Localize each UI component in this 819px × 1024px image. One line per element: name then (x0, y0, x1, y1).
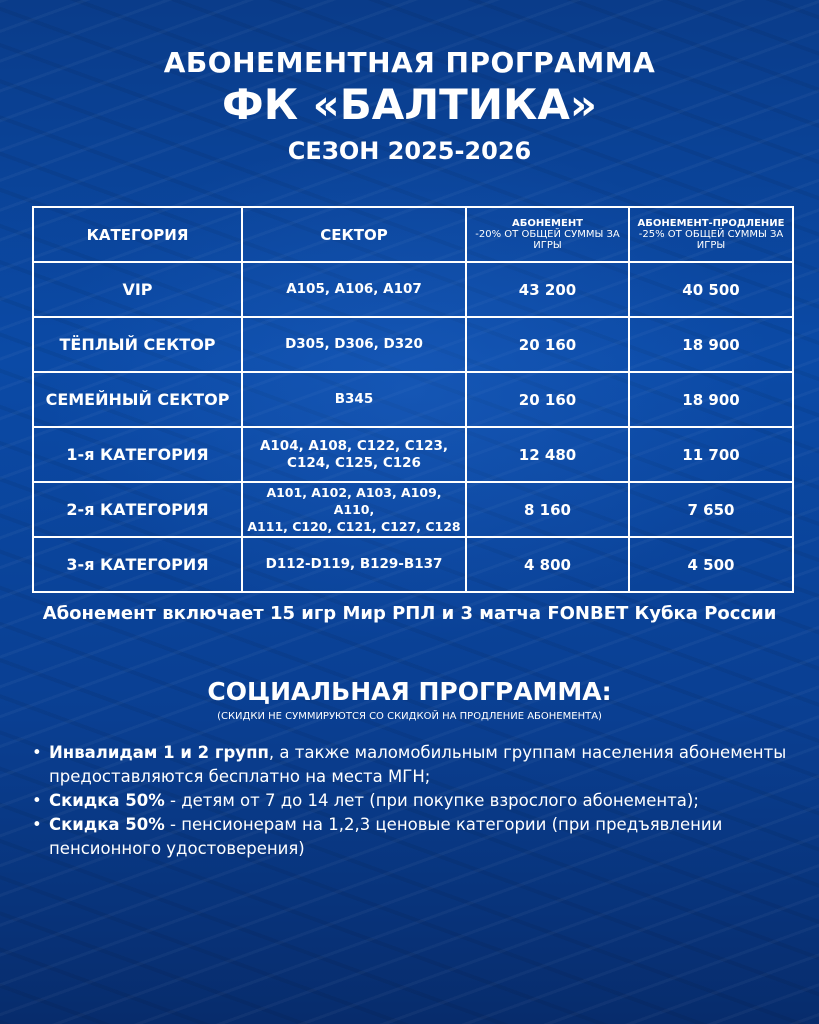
row-renewal-price: 18 900 (629, 372, 793, 427)
row-category: VIP (33, 262, 242, 317)
table-header-row (33, 207, 793, 262)
row-sector-line: D112-D119, B129-B137 (265, 556, 443, 572)
row-price: 43 200 (466, 262, 629, 317)
list-item-text: - детям от 7 до 14 лет (при покупке взрослого абонемента); (164, 791, 699, 810)
price-table (32, 206, 794, 593)
list-item-text: - пенсионерам на 1,2,3 ценовые категории (при предъявлении пенсионного удостоверения) (49, 815, 723, 858)
row-price: 12 480 (466, 427, 629, 482)
row-sector (242, 427, 466, 482)
table-row (33, 372, 793, 427)
table-row (33, 537, 793, 592)
row-renewal-price: 7 650 (629, 482, 793, 537)
program-title: АБОНЕМЕНТНАЯ ПРОГРАММА (163, 46, 656, 79)
row-renewal-price: 40 500 (629, 262, 793, 317)
table-row (33, 482, 793, 537)
bullet-icon: • (32, 815, 42, 834)
header-renewal (629, 207, 793, 262)
row-category: 1-я КАТЕГОРИЯ (33, 427, 242, 482)
row-sector (242, 537, 466, 592)
row-price: 8 160 (466, 482, 629, 537)
social-program-subtitle: (СКИДКИ НЕ СУММИРУЮТСЯ СО СКИДКОЙ НА ПРОДЛЕНИЕ АБОНЕМЕНТА) (217, 711, 602, 722)
header-renewal-note: -25% ОТ ОБЩЕЙ СУММЫ ЗА ИГРЫ (638, 229, 784, 251)
row-sector (242, 372, 466, 427)
list-item-text: , а также маломобильным группам населения абонементы предоставляются бесплатно на места МГН; (49, 743, 787, 786)
social-program-list (32, 741, 792, 861)
list-item-bold: Скидка 50% (49, 815, 165, 834)
row-sector-line: А101, А102, А103, А109, А110, (266, 485, 442, 517)
row-category: 3-я КАТЕГОРИЯ (33, 537, 242, 592)
club-name: ФК «БАЛТИКА» (222, 80, 597, 129)
header-renewal-title: АБОНЕМЕНТ-ПРОДЛЕНИЕ (637, 218, 785, 229)
season-label: СЕЗОН 2025-2026 (287, 137, 532, 165)
row-category: ТЁПЛЫЙ СЕКТОР (33, 317, 242, 372)
table-row (33, 427, 793, 482)
social-program-title: СОЦИАЛЬНАЯ ПРОГРАММА: (207, 677, 612, 706)
row-category: СЕМЕЙНЫЙ СЕКТОР (33, 372, 242, 427)
header-sector: СЕКТОР (242, 207, 466, 262)
bullet-icon: • (32, 791, 42, 810)
row-price: 20 160 (466, 317, 629, 372)
header (0, 46, 819, 168)
row-sector-line: А105, А106, А107 (286, 281, 422, 297)
row-price: 4 800 (466, 537, 629, 592)
row-sector-line: С124, С125, С126 (287, 454, 421, 471)
row-sector (242, 262, 466, 317)
row-renewal-price: 11 700 (629, 427, 793, 482)
list-item (32, 789, 792, 813)
row-renewal-price: 4 500 (629, 537, 793, 592)
row-sector (242, 317, 466, 372)
subscription-note: Абонемент включает 15 игр Мир РПЛ и 3 матча FONBET Кубка России (42, 603, 777, 624)
row-price: 20 160 (466, 372, 629, 427)
row-sector (242, 482, 466, 537)
table-row (33, 317, 793, 372)
row-sector-line: B345 (334, 391, 374, 407)
list-item-bold: Скидка 50% (49, 791, 165, 810)
header-category: КАТЕГОРИЯ (33, 207, 242, 262)
row-sector-line: А111, С120, С121, С127, С128 (247, 519, 461, 534)
table-row (33, 262, 793, 317)
list-item (32, 741, 792, 789)
list-item-bold: Инвалидам 1 и 2 групп (49, 743, 269, 762)
row-sector-line: D305, D306, D320 (285, 336, 423, 352)
header-subscription-note: -20% ОТ ОБЩЕЙ СУММЫ ЗА ИГРЫ (475, 229, 620, 251)
list-item (32, 813, 792, 861)
header-subscription (466, 207, 629, 262)
header-subscription-title: АБОНЕМЕНТ (511, 218, 584, 229)
row-category: 2-я КАТЕГОРИЯ (33, 482, 242, 537)
row-renewal-price: 18 900 (629, 317, 793, 372)
bullet-icon: • (32, 743, 42, 762)
row-sector-line: А104, А108, С122, С123, (259, 437, 449, 454)
